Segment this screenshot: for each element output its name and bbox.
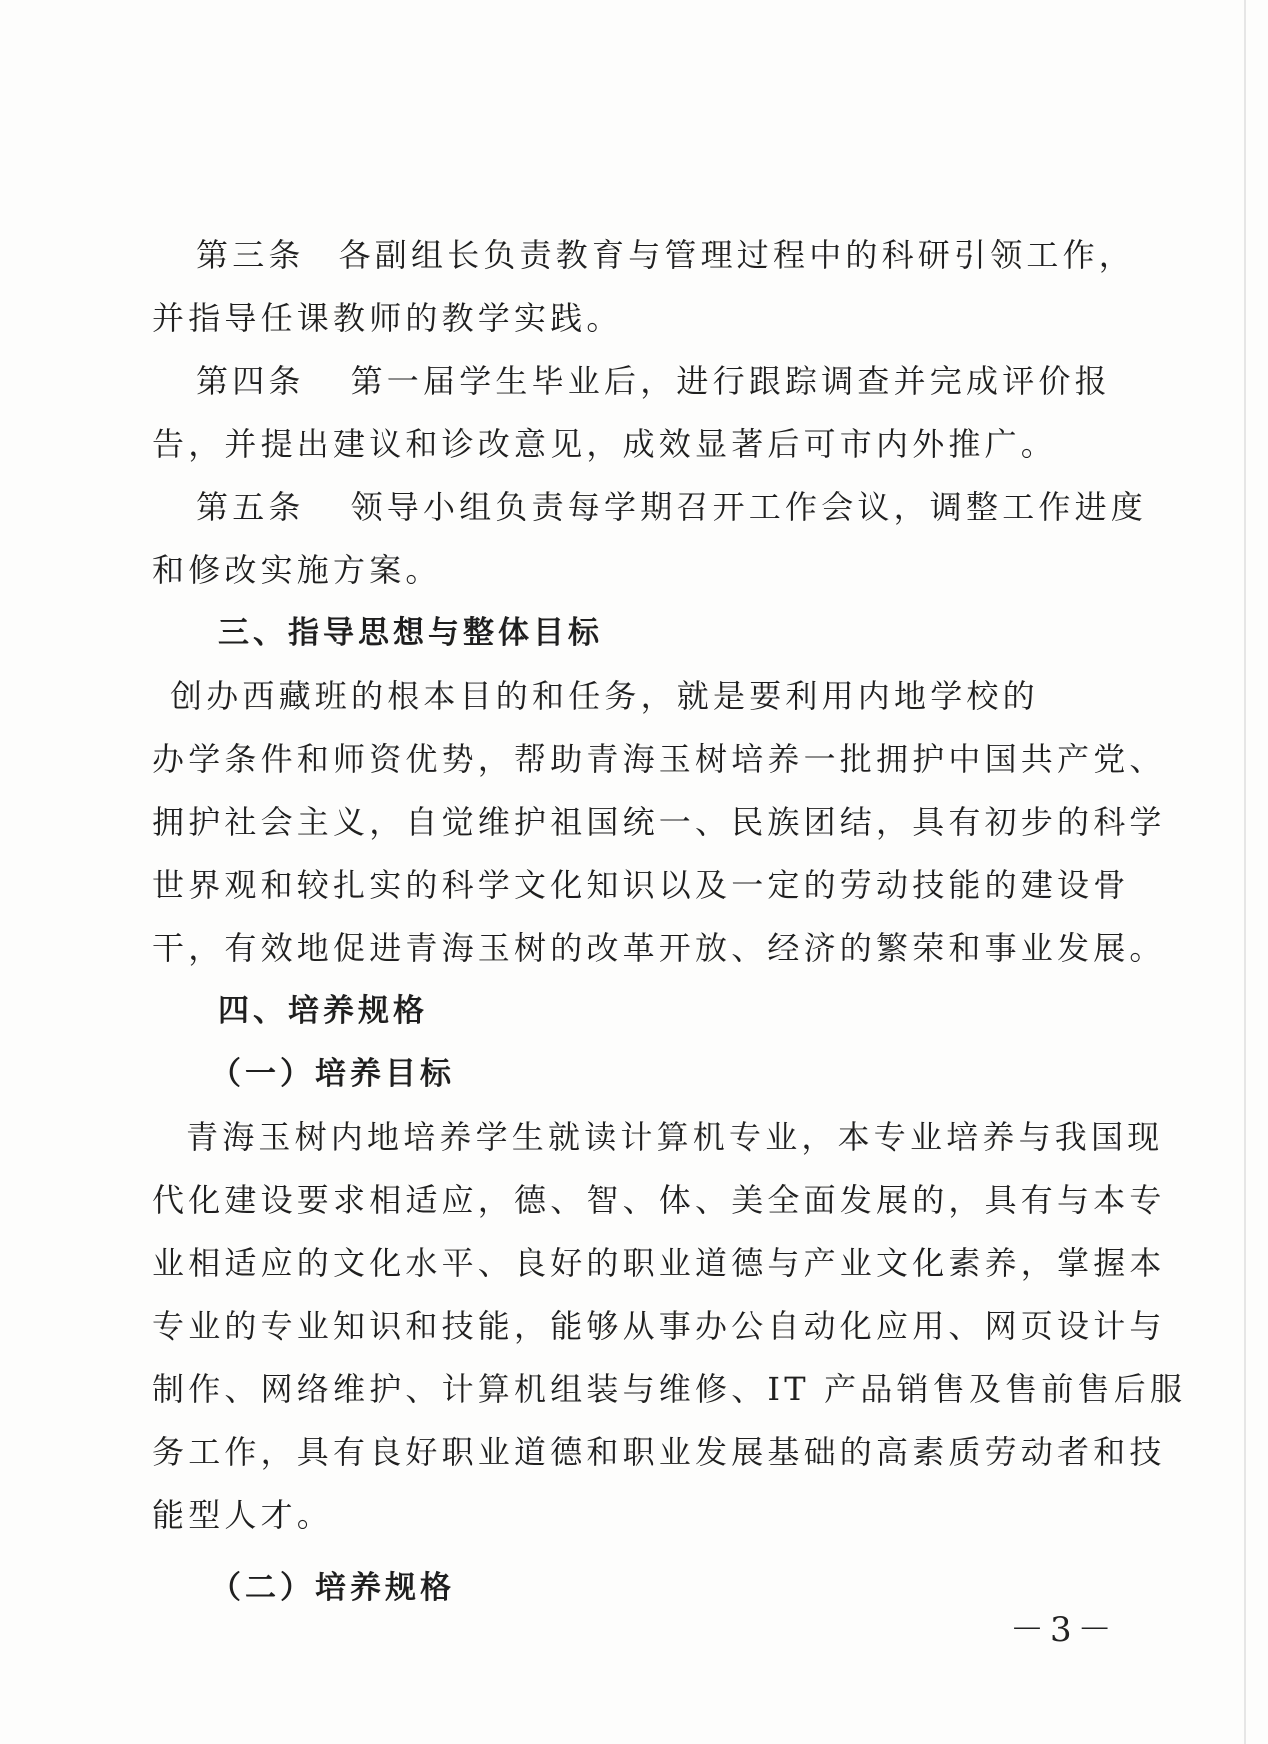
section-3-body: [152, 665, 1166, 980]
section-4-1-heading: （一）培养目标: [210, 1056, 455, 1092]
section-4-1-line-6: 务工作，具有良好职业道德和职业发展基础的高素质劳动者和技: [152, 1433, 1166, 1471]
section-3-line-5: 干，有效地促进青海玉树的改革开放、经济的繁荣和事业发展。: [152, 929, 1166, 967]
article-3-label: 第三条: [196, 236, 305, 274]
section-4-1-line-3: 业相适应的文化水平、良好的职业道德与产业文化素养，掌握本: [152, 1244, 1166, 1282]
article-4-line-2: 告，并提出建议和诊改意见，成效显著后可市内外推广。: [152, 425, 1058, 463]
section-3-line-3: 拥护社会主义，自觉维护祖国统一、民族团结，具有初步的科学: [152, 803, 1166, 841]
article-3-line-1: 各副组长负责教育与管理过程中的科研引领工作，: [338, 236, 1136, 274]
article-4: [152, 350, 1111, 476]
section-3-line-1: 创办西藏班的根本目的和任务，就是要利用内地学校的: [170, 677, 1039, 715]
section-4-1-line-2: 代化建设要求相适应，德、智、体、美全面发展的，具有与本专: [152, 1181, 1166, 1219]
article-5: [152, 476, 1148, 602]
article-3: [152, 224, 1136, 350]
article-3-line-2: 并指导任课教师的教学实践。: [152, 299, 623, 337]
page-number: －3－: [1010, 1610, 1118, 1650]
article-4-label: 第四条: [196, 362, 305, 400]
section-4-1-line-4: 专业的专业知识和技能，能够从事办公自动化应用、网页设计与: [152, 1307, 1166, 1345]
section-4-1-line-1: 青海玉树内地培养学生就读计算机专业，本专业培养与我国现: [186, 1118, 1164, 1156]
article-5-line-2: 和修改实施方案。: [152, 551, 442, 589]
article-5-label: 第五条: [196, 488, 305, 526]
article-4-line-1: 第一届学生毕业后，进行跟踪调查并完成评价报: [350, 362, 1111, 400]
article-5-line-1: 领导小组负责每学期召开工作会议，调整工作进度: [350, 488, 1148, 526]
section-4-1-line-5: 制作、网络维护、计算机组装与维修、IT 产品销售及售前售后服: [152, 1370, 1187, 1408]
section-3-line-4: 世界观和较扎实的科学文化知识以及一定的劳动技能的建设骨: [152, 866, 1130, 904]
section-3-heading: 三、指导思想与整体目标: [218, 615, 603, 651]
section-3-line-2: 办学条件和师资优势，帮助青海玉树培养一批拥护中国共产党、: [152, 740, 1166, 778]
section-4-1-body: [152, 1106, 1187, 1547]
section-4-1-line-7: 能型人才。: [152, 1496, 334, 1534]
section-4-2-heading: （二）培养规格: [210, 1570, 455, 1606]
document-body: [152, 224, 1187, 1620]
scan-edge-shadow: [1244, 0, 1246, 1744]
section-4-heading: 四、培养规格: [218, 993, 428, 1029]
